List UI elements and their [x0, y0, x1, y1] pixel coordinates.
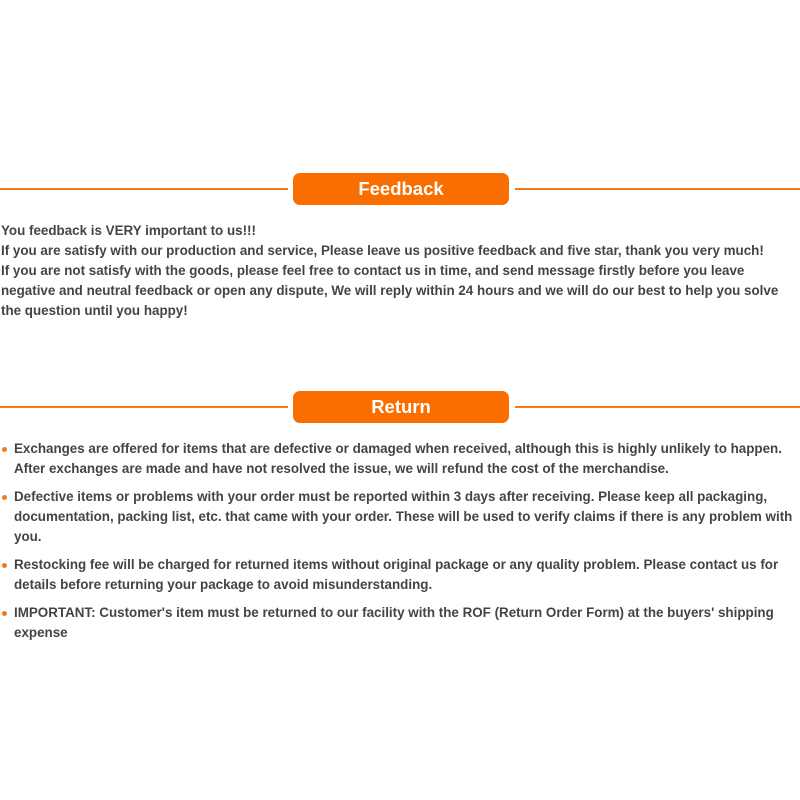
return-title: Return	[293, 391, 509, 423]
return-list-item	[0, 487, 798, 547]
feedback-section-header	[0, 173, 800, 205]
return-list-item	[0, 603, 798, 643]
feedback-title: Feedback	[293, 173, 509, 205]
return-list-item	[0, 439, 798, 479]
bullet-dot-icon	[2, 563, 7, 568]
return-item-text: Restocking fee will be charged for returned items without original package or any quality problem. Please contact us for details before returning your package to avoid misunderstanding.	[14, 557, 779, 592]
feedback-header-left-rule	[0, 188, 288, 190]
return-list-item	[0, 555, 798, 595]
return-header-right-rule	[515, 406, 800, 408]
return-policy-list	[0, 439, 798, 651]
bullet-dot-icon	[2, 495, 7, 500]
bullet-dot-icon	[2, 447, 7, 452]
return-item-text: IMPORTANT: Customer's item must be returned to our facility with the ROF (Return Order Form) at the buyers' shipping expense	[14, 605, 774, 640]
feedback-paragraph: You feedback is VERY important to us!!!	[1, 223, 256, 238]
feedback-header-right-rule	[515, 188, 800, 190]
feedback-paragraph: If you are not satisfy with the goods, please feel free to contact us in time, and send message firstly before you leave negative and neutral feedback or open any dispute, We will reply within 24 hours and we will do our best to help you solve the question until you happy!	[1, 263, 779, 318]
return-header-left-rule	[0, 406, 288, 408]
return-section-header	[0, 391, 800, 423]
bullet-dot-icon	[2, 611, 7, 616]
return-item-text: Defective items or problems with your order must be reported within 3 days after receiving. Please keep all packaging, documentation, packing list, etc. that came with your order. These will be used to verify claims if there is any problem with you.	[14, 489, 793, 544]
feedback-paragraph: If you are satisfy with our production and service, Please leave us positive feedback and five star, thank you very much!	[1, 243, 764, 258]
feedback-body	[1, 221, 791, 321]
return-item-text: Exchanges are offered for items that are defective or damaged when received, although this is highly unlikely to happen. After exchanges are made and have not resolved the issue, we will refund the cost of the merchandise.	[14, 441, 782, 476]
